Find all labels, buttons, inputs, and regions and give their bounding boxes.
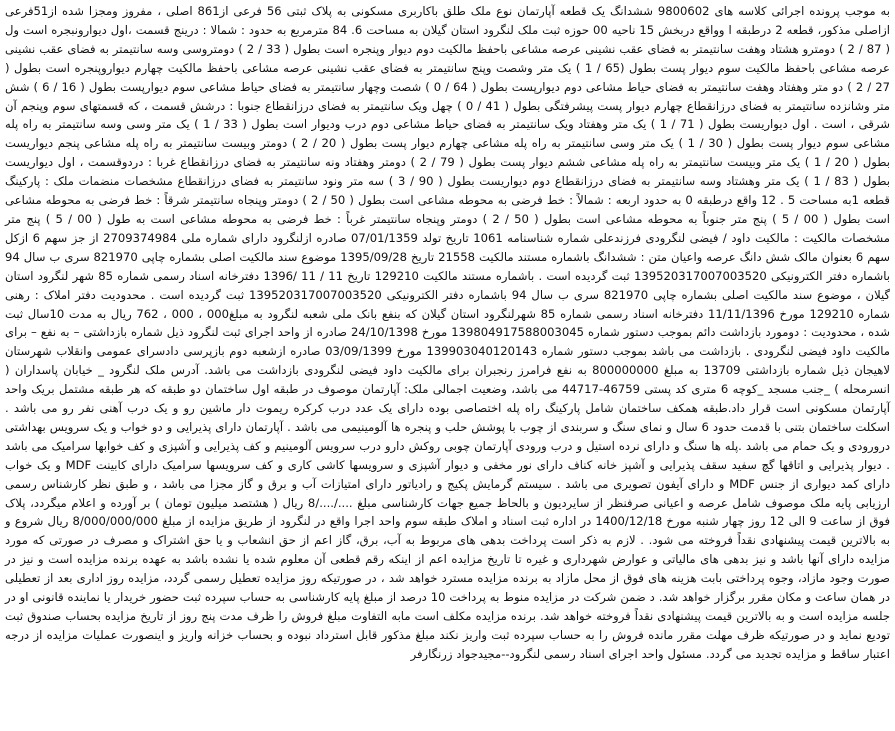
auction-notice-body: به موجب پرونده اجرائی کلاسه های 9800602 ششدانگ یک قطعه آپارتمان نوع ملک طلق باکاربری مسکونی به پلاک ثبتی 56 فرعی از861 اصلی ، مفروز ومجزا شده از51فرعی ازاصلی مذکور، قطعه 2 درطبقه ا وواقع دربخش 15 ناحیه 00 حوزه ثبت ملک لنگرود استان گیلان به مساحت 6. 84 مترمربع به حدود : شمالا : درینج قسمت ،اول دیوارونبجره است ول ( 87 / 2 ) دومترو هشتاد وهفت سانتیمتر به فضای عقب نشینی عرصه مشاعی باحفظ مالکیت دوم دیوار وپنجره است بطول ( 33 / 2 ) دومتروسی وسه سانتیمتر به فضای عقب نشینی عرصه مشاعی باحفظ مالکیت سوم دیوار پست بطول (65 / 1 ) یک متر وشصت وپنج سانتیمتر به فضای عقب نشینی عرصه مشاعی باحفظ مالکیت چهارم دیواروپنجره است بطول ( 27 / 2 ) دو متر وهفتاد وهفت سانتیمتر به فضای حیاط مشاعی دوم دیوارپست بطول ( 64 / 0 ) شصت وچهار سانتیمتر به فضای حیاط مشاعی سوم دیوارپست بطول ( 16 / 6 ) شش متر وشانزده سانتیمتر به فضای درزانقطاع چهارم دیوار پست پیشرفتگی بطول ( 41 / 0 ) چهل ویک سانتیمتر به فضای درزانقطاع جنوبا : درشش قسمت ، که قسمتهای سوم وپنجم آن شرقی ، است . اول دیواریست بطول ( 71 / 1 ) یک متر وهفتاد ویک سانتیمتر به فضای حیاط مشاعی دوم درب ودیوار است بطول ( 33 / 1 ) یک متر وسی وسه سانتیمتر به راه پله مشاعی سوم دیوار پست بطول ( 30 / 1 ) یک متر وسی سانتیمتر به راه پله مشاعی چهارم دیوار پست بطول ( 20 / 2 ) دومتر وبیست سانتیمتر به راه پله مشاعی پنجم دیواریست بطول ( 20 / 1 ) یک متر وبیست سانتیمتر به راه پله مشاعی ششم دیوار پست بطول ( 79 / 2 ) دومتر وهفتاد ونه سانتیمتر به فضای درزانقطاع غربا : دردوقسمت ، اول دیواریست بطول ( 83 / 1 ) یک متر وهشتاد وسه سانتیمتر به فضای درزانقطاع دوم دیواریست بطول ( 90 / 3 ) سه متر ونود سانتیمتر به فضای درزانقطاع مشخصات منضمات ملک : پارکینگ قطعه 1به مساحت 5 . 12 واقع درطبقه 0 به حدود اربعه : شمالاً : خط فرضی به محوطه مشاعی است بطول ( 50 / 2 ) دومتر وپنجاه سانتیمتر شرقاً : خط فرضی به محوطه مشاعی است بطول ( 00 / 5 ) پنج متر جنوباً به محوطه مشاعی است بطول ( 50 / 2 ) دومتر وپنجاه سانتیمتر غرباً : خط فرضی به محوطه مشاعی است به طول ( 00 / 5 ) پنج متر مشخصات مالکیت : مالکیت داود / فیضی لنگرودی فرزندعلی شماره شناسنامه 1061 تاریخ تولد 07/01/1359 صادره ازلنگرود دارای شماره ملی 2709374984 از جز سهم 6 ازکل سهم 6 بعنوان مالک شش دانگ عرصه واعیان متن : ششدانگ باشماره مستند مالکیت 21558 تاریخ 1395/09/28 موضوع سند مالکیت اصلی بشماره چاپی 821970 سری ب سال 94 باشماره دفتر الکترونیکی 139520317007003520 ثبت گردیده است . باشماره مستند مالکیت 129210 تاریخ 11 / 11 /1396 دفترخانه اسناد رسمی شماره 85 شهر لنگرود استان گیلان ، موضوع سند مالکیت اصلی بشماره چاپی 821970 سری ب سال 94 باشماره دفتر الکترونیکی 139520317007003520 ثبت گردیده است . محدودیت دفتر املاک : رهنی شماره 129210 مورخ 11/11/1396 دفترخانه اسناد رسمی شماره 85 شهرلنگرود استان گیلان که بنفع بانک ملی شعبه لنگرود به مبلغ000 ، 000 ، 762 ریال به مدت 10سال ثبت شده ، محدودیت : دومورد بازداشت دائم بموجب دستور شماره 139804917588003045 مورخ 24/10/1398 صادره از واحد اجرای ثبت لنگرود ذیل شماره بازداشتی – به نفع – برای مالکیت داود فیضی لنگرودی . بازداشت می باشد بموجب دستور شماره 139903040120143 مورخ 03/09/1399 صادره ازشعبه دوم بازپرسی دادسرای عمومی وانقلاب شهرستان لاهیجان ذیل شماره بازداشتی 13709 به مبلغ 800000000 به نفع فرامرز رنجبران برای مالکیت داود فیضی لنگرودی بازداشت می باشد. آدرس ملک لنگرود _ خیابان پاسداران ( انسرمحله ) _جنب مسجد _کوچه 6 متری کد پستی 46759-44717 می باشد، وضعیت اجمالی ملک: آپارتمان موصوف در طبقه اول ساختمان دو طبقه که هر طبقه مشتمل بریک واحد آپارتمان مسکونی است قرار داد.طبقه همکف ساختمان شامل پارکینگ راه پله اختصاصی بوده دارای یک عدد درب کرکره ریموت دار ماشین رو و یک درب آهنی نفر رو می باشد . اسکلت ساختمان بتنی با قدمت حدود 6 سال و نمای سنگ و سربندی از چوب با پوشش حلب و پنجره ها آلومینیمی می باشد . آپارتمان دارای پذیرایی و دو خواب و یک سرویس بهداشتی درورودی و یک حمام می باشد .پله ها سنگ و دارای نرده استیل و درب ورودی آپارتمان چوبی روکش دارو درب سرویس آلومینیم و کف پذیرایی و آشپزی و کف خوابها سرامیک می باشد . دیوار پذیرایی و اتاقها گچ سفید سقف پذیرایی و آشپز خانه کناف دارای نور مخفی و دیوار آشپزی و سرویسها کاشی کاری و کف سرویسها سرامیک دارای کابینت MDF و یک خواب دارای کمد دیواری از جنس MDF و دارای آیفون تصویری می باشد . سیستم گرمایش پکیج و رادیاتور دارای امتیازات آب و برق و گاز مجزا می باشد ، و طبق نظر کارشناس رسمی ارزیابی پایه ملک موصوف شامل عرصه و اعیانی صرفنظر از سایردیون و بالحاظ جمیع جهات کارشناسی مبلغ ..../..../8 ریال ( هشتصد میلیون تومان ) بر آورده و اعلام میگردد، پلاک فوق از ساعت 9 الی 12 روز چهار شنبه مورخ 1400/12/18 در اداره ثبت اسناد و املاک طبقه سوم واحد اجرا واقع در لنگرود از طریق مزایده از مبلغ 8/000/000/000 ریال شروع و به بالاترین قیمت پیشنهادی نقداً فروخته می شود. . لازم به ذکر است پرداخت بدهی های مربوط به آب، برق، گاز اعم از حق انشعاب و یا حق اشتراک و مصرف در صورتی که مورد مزایده دارای آنها باشد و نیز بدهی های مالیاتی و عوارض شهرداری و غیره تا تاریخ مزایده اعم از اینکه رقم قطعی آن معلوم شده یا نشده باشد به عهده برنده مزایده است و نیز در صورت وجود مازاد، وجوه پرداختی بابت هزینه های فوق از محل مازاد به برنده مزایده مسترد خواهد شد ، در صورتیکه روز مزایده تعطیل رسمی گردد، مزایده روز اداری بعد از تعطیلی در همان ساعت و مکان مقرر برگزار خواهد شد. د ضمن شرکت در مزایده منوط به پرداخت 10 درصد از مبلغ پایه کارشناسی به حساب سپرده ثبت حضور خریدار یا نماینده قانونی او در جلسه مزایده است و به بالاترین قیمت پیشنهادی نقداً فروخته خواهد شد. برنده مزایده مکلف است مابه التفاوت مبلغ فروش را ظرف مدت پنج روز از تاریخ مزایده بحساب صندوق ثبت تودیع نماید و در صورتیکه ظرف مهلت مقرر مانده فروش را به حساب سپرده ثبت واریز نکند مبلغ مذکور قابل استرداد نبوده و بحساب خزانه واریز و اینصورت عملیات مزایده از درجه اعتبار ساقط و مزایده تجدید می گردد. مسئول واحد اجرای اسناد رسمی لنگرود--مجیدجواد زرنگارفر — [5, 4, 891, 661]
